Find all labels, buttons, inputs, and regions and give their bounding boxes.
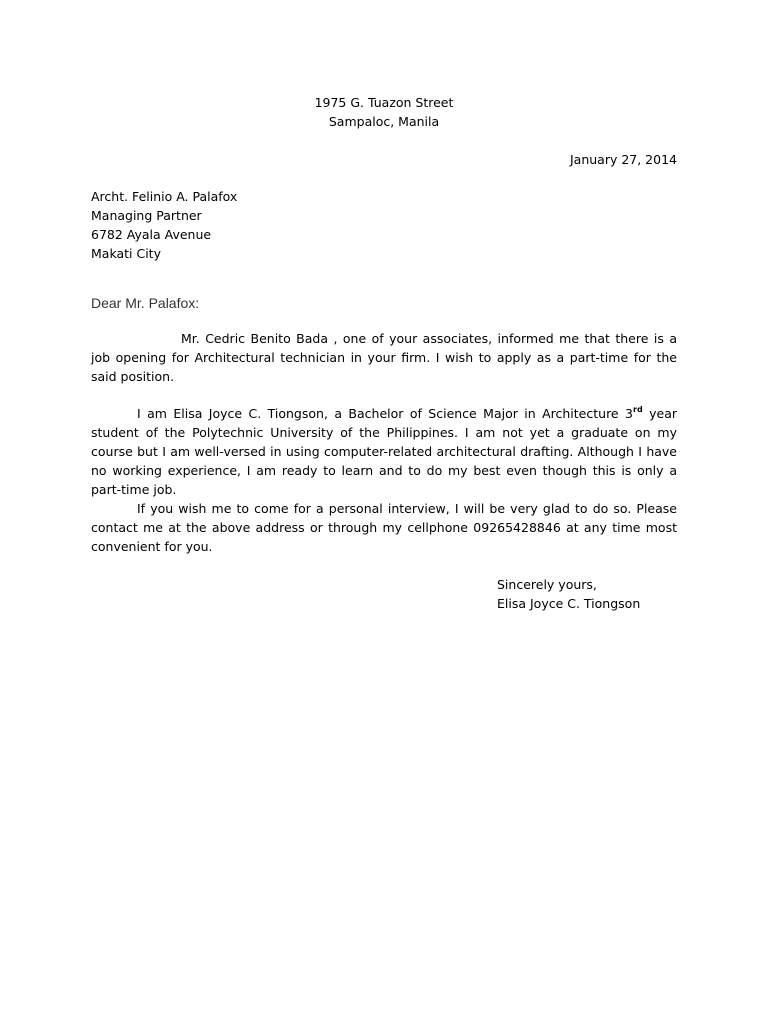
body-paragraph-2 <box>91 404 677 499</box>
body-paragraph-3-text: If you wish me to come for a personal interview, I will be very glad to do so. Please contact me at the above address or through my cellphone 09265428846 at any time most convenient for you. <box>91 501 677 554</box>
body-paragraph-2-text-a: I am Elisa Joyce C. Tiongson, a Bachelor of Science Major in Architecture 3 <box>137 406 634 421</box>
recipient-street: 6782 Ayala Avenue <box>91 227 212 242</box>
sender-city: Sampaloc, Manila <box>328 114 440 129</box>
recipient-title: Managing Partner <box>91 208 202 223</box>
body-paragraph-2-text-b: year student of the Polytechnic University of the Philippines. I am not yet a graduate on my course but I am well-versed in using computer-related architectural drafting. Although I have no working experience, I am ready to learn and to do my best even though this is only a part-time job. <box>91 406 677 497</box>
sender-street: 1975 G. Tuazon Street <box>314 95 454 110</box>
body-paragraph-3 <box>91 499 677 556</box>
signature-name: Elisa Joyce C. Tiongson <box>497 596 641 611</box>
recipient-city: Makati City <box>91 246 161 261</box>
closing-phrase: Sincerely yours, <box>497 577 597 592</box>
salutation: Dear Mr. Palafox: <box>91 295 200 311</box>
body-paragraph-1-text: Mr. Cedric Benito Bada , one of your associates, informed me that there is a job opening for Architectural technician in your firm. I wish to apply as a part-time for the said position. <box>91 331 677 384</box>
recipient-name: Archt. Felinio A. Palafox <box>91 189 238 204</box>
ordinal-suffix: rd <box>633 405 643 414</box>
letter-date: January 27, 2014 <box>569 152 677 167</box>
body-paragraph-1 <box>91 329 677 386</box>
